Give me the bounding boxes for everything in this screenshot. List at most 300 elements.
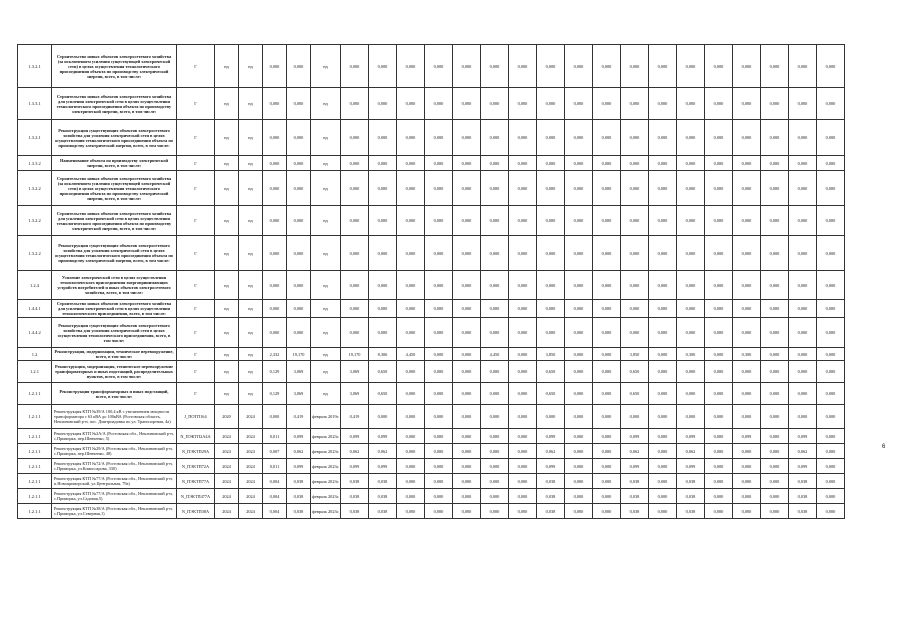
row-identifier-cell: Г xyxy=(177,300,215,318)
value-cell: 0,000 xyxy=(705,429,733,444)
value-cell: 0,000 xyxy=(649,383,677,405)
value-cell: 0,000 xyxy=(369,236,397,271)
value-cell: 0,000 xyxy=(817,156,845,171)
value-cell: 0,000 xyxy=(341,120,369,156)
table-row xyxy=(18,45,845,88)
value-cell: 0,000 xyxy=(453,444,481,459)
end-year-cell: нд xyxy=(239,45,263,88)
value-cell: 0,000 xyxy=(425,489,453,504)
value-cell: 0,000 xyxy=(621,156,649,171)
value-cell: 0,000 xyxy=(761,156,789,171)
value-cell: 0,038 xyxy=(287,504,311,519)
date-cell: нд xyxy=(311,271,341,300)
value-cell: 0,000 xyxy=(705,120,733,156)
value-cell: 0,000 xyxy=(593,405,621,429)
start-year-cell: 2024 xyxy=(215,429,239,444)
row-description-cell: Реконструкция КТП №38/А (Ростовская обл., Неклиновский р-н, с.Приморка, ул.Северная,1) xyxy=(52,504,177,519)
value-cell: 0,099 xyxy=(621,429,649,444)
row-description-cell: Реконструкция существующих объектов электросетевого хозяйства для усиления электрической сети в целях осуществления технологического присоединения, всего, в том числе: xyxy=(52,318,177,348)
value-cell: 19,170 xyxy=(341,348,369,361)
value-cell: 0,000 xyxy=(677,236,705,271)
row-code-cell: 1.3.3.2 xyxy=(18,156,52,171)
table-row xyxy=(18,318,845,348)
value-cell: 0,000 xyxy=(565,489,593,504)
value-cell: 0,000 xyxy=(481,444,509,459)
value-cell: 0,000 xyxy=(677,318,705,348)
value-cell: 0,300 xyxy=(677,348,705,361)
end-year-cell: нд xyxy=(239,300,263,318)
value-cell: 0,000 xyxy=(287,88,311,120)
row-identifier-cell: N_ПЭКТП2А4А xyxy=(177,429,215,444)
value-cell: 0,000 xyxy=(817,120,845,156)
value-cell: 0,099 xyxy=(677,429,705,444)
value-cell: 0,000 xyxy=(341,271,369,300)
value-cell: 0,000 xyxy=(263,88,287,120)
start-year-cell: нд xyxy=(215,300,239,318)
value-cell: 0,038 xyxy=(621,474,649,489)
table-row xyxy=(18,236,845,271)
value-cell: 0,000 xyxy=(509,171,537,206)
end-year-cell: нд xyxy=(239,383,263,405)
value-cell: 0,000 xyxy=(287,156,311,171)
value-cell: 0,000 xyxy=(733,405,761,429)
row-description-cell: Реконструкция КТП №29/А (Ростовская обл., Неклиновский р-н, с.Приморка, пер.Шевченко, 48) xyxy=(52,444,177,459)
value-cell: 0,000 xyxy=(509,348,537,361)
value-cell: 0,000 xyxy=(453,429,481,444)
value-cell: 0,000 xyxy=(397,504,425,519)
value-cell: 0,000 xyxy=(649,120,677,156)
value-cell: 0,000 xyxy=(649,459,677,474)
row-description-cell: Реконструкция КТП №39/А 100,4 кВ с увеличением мощности трансформатора с 63 кВА до 100кВА (Ростовская область, Неклиновский р-н, пос. Дмитриадовка по ул. Транспортная, 4а) xyxy=(52,405,177,429)
value-cell: 0,007 xyxy=(263,444,287,459)
value-cell: 0,000 xyxy=(733,383,761,405)
value-cell: 0,000 xyxy=(369,88,397,120)
value-cell: 0,062 xyxy=(789,444,817,459)
date-cell: нд xyxy=(311,88,341,120)
value-cell: 0,000 xyxy=(509,405,537,429)
value-cell: 0,000 xyxy=(481,206,509,236)
value-cell: 4,450 xyxy=(481,348,509,361)
date-cell: нд xyxy=(311,156,341,171)
row-code-cell: 1.2.1.1 xyxy=(18,459,52,474)
value-cell: 0,000 xyxy=(397,405,425,429)
value-cell: 0,419 xyxy=(287,405,311,429)
value-cell: 0,000 xyxy=(481,383,509,405)
value-cell: 0,000 xyxy=(705,504,733,519)
row-code-cell: 1.2.1.1 xyxy=(18,405,52,429)
value-cell: 0,000 xyxy=(761,120,789,156)
date-cell: нд xyxy=(311,45,341,88)
end-year-cell: 2024 xyxy=(239,429,263,444)
value-cell: 0,000 xyxy=(397,459,425,474)
value-cell: 0,038 xyxy=(677,474,705,489)
end-year-cell: нд xyxy=(239,88,263,120)
value-cell: 0,000 xyxy=(789,348,817,361)
value-cell: 0,000 xyxy=(397,171,425,206)
value-cell: 0,000 xyxy=(565,120,593,156)
value-cell: 0,000 xyxy=(649,489,677,504)
row-identifier-cell: Г xyxy=(177,236,215,271)
value-cell: 0,038 xyxy=(341,489,369,504)
value-cell: 0,000 xyxy=(565,88,593,120)
value-cell: 0,000 xyxy=(481,45,509,88)
row-identifier-cell: N_ПЭКТП77А xyxy=(177,474,215,489)
end-year-cell: 2024 xyxy=(239,405,263,429)
value-cell: 0,000 xyxy=(677,206,705,236)
value-cell: 0,099 xyxy=(621,459,649,474)
value-cell: 0,038 xyxy=(677,489,705,504)
value-cell: 0,000 xyxy=(565,206,593,236)
value-cell: 0,000 xyxy=(425,383,453,405)
value-cell: 0,000 xyxy=(369,405,397,429)
value-cell: 0,000 xyxy=(537,206,565,236)
end-year-cell: нд xyxy=(239,171,263,206)
value-cell: 0,000 xyxy=(565,45,593,88)
row-description-cell: Реконструкция существующих объектов электросетевого хозяйства для усиления электрической сети в целях осуществления технологического присоединения объекта по производству электрической энергии, всего, в том числе: xyxy=(52,236,177,271)
value-cell: 0,000 xyxy=(509,45,537,88)
value-cell: 0,000 xyxy=(817,45,845,88)
table-row xyxy=(18,474,845,489)
investment-program-table xyxy=(17,44,845,519)
value-cell: 0,000 xyxy=(263,156,287,171)
value-cell: 0,000 xyxy=(733,474,761,489)
report-table-sheet xyxy=(17,44,841,519)
value-cell: 0,000 xyxy=(789,383,817,405)
value-cell: 0,000 xyxy=(677,383,705,405)
value-cell: 0,000 xyxy=(593,156,621,171)
date-cell: нд xyxy=(311,383,341,405)
value-cell: 0,000 xyxy=(263,405,287,429)
end-year-cell: нд xyxy=(239,236,263,271)
value-cell: 0,000 xyxy=(341,236,369,271)
value-cell: 0,000 xyxy=(621,120,649,156)
start-year-cell: нд xyxy=(215,348,239,361)
value-cell: 0,000 xyxy=(705,474,733,489)
value-cell: 0,000 xyxy=(621,236,649,271)
value-cell: 0,038 xyxy=(341,504,369,519)
value-cell: 0,000 xyxy=(621,171,649,206)
row-identifier-cell: Г xyxy=(177,120,215,156)
value-cell: 0,000 xyxy=(705,271,733,300)
value-cell: 0,000 xyxy=(705,318,733,348)
value-cell: 0,038 xyxy=(287,474,311,489)
value-cell: 0,000 xyxy=(677,271,705,300)
value-cell: 0,062 xyxy=(287,444,311,459)
value-cell: 0,000 xyxy=(565,361,593,383)
value-cell: 0,000 xyxy=(621,405,649,429)
value-cell: 0,000 xyxy=(341,45,369,88)
row-code-cell: 1.2.4 xyxy=(18,271,52,300)
value-cell: 0,000 xyxy=(789,156,817,171)
value-cell: 0,000 xyxy=(481,489,509,504)
value-cell: 0,000 xyxy=(817,429,845,444)
value-cell: 0,000 xyxy=(649,361,677,383)
end-year-cell: нд xyxy=(239,120,263,156)
row-identifier-cell: Г xyxy=(177,271,215,300)
value-cell: 0,000 xyxy=(593,88,621,120)
row-description-cell: Реконструкция КТП №2А/А (Ростовская обл., Неклиновский р-н, с.Приморка, пер.Шевченко, 5) xyxy=(52,429,177,444)
start-year-cell: 2024 xyxy=(215,489,239,504)
value-cell: 0,000 xyxy=(789,120,817,156)
row-identifier-cell: N_ПЭКТП477А xyxy=(177,489,215,504)
end-year-cell: нд xyxy=(239,206,263,236)
value-cell: 0,000 xyxy=(817,459,845,474)
date-cell: февраль 2019г. xyxy=(311,405,341,429)
value-cell: 0,000 xyxy=(593,504,621,519)
value-cell: 0,000 xyxy=(369,318,397,348)
value-cell: 0,000 xyxy=(425,206,453,236)
value-cell: 0,038 xyxy=(369,474,397,489)
value-cell: 0,000 xyxy=(565,444,593,459)
value-cell: 0,000 xyxy=(649,45,677,88)
value-cell: 0,000 xyxy=(397,489,425,504)
table-row xyxy=(18,405,845,429)
table-row xyxy=(18,171,845,206)
value-cell: 0,000 xyxy=(509,489,537,504)
value-cell: 0,038 xyxy=(287,489,311,504)
value-cell: 0,000 xyxy=(761,171,789,206)
end-year-cell: нд xyxy=(239,361,263,383)
value-cell: 0,000 xyxy=(341,300,369,318)
row-description-cell: Строительство новых объектов электросетевого хозяйства (за исключением усиления существующей электрической сети) в целях осуществления технологического присоединения объекта по производству электрической энергии, всего, в том числе: xyxy=(52,45,177,88)
table-row xyxy=(18,271,845,300)
value-cell: 0,000 xyxy=(733,361,761,383)
end-year-cell: нд xyxy=(239,348,263,361)
value-cell: 0,650 xyxy=(369,383,397,405)
value-cell: 0,000 xyxy=(593,348,621,361)
value-cell: 0,000 xyxy=(509,429,537,444)
value-cell: 0,000 xyxy=(817,300,845,318)
value-cell: 0,038 xyxy=(537,474,565,489)
end-year-cell: 2024 xyxy=(239,504,263,519)
value-cell: 0,000 xyxy=(817,318,845,348)
value-cell: 0,000 xyxy=(341,88,369,120)
row-code-cell: 1.2.1.1 xyxy=(18,489,52,504)
start-year-cell: нд xyxy=(215,156,239,171)
value-cell: 0,000 xyxy=(593,236,621,271)
value-cell: 0,000 xyxy=(705,206,733,236)
end-year-cell: 2024 xyxy=(239,474,263,489)
value-cell: 0,000 xyxy=(761,361,789,383)
value-cell: 0,000 xyxy=(817,271,845,300)
date-cell: февраль 2023г. xyxy=(311,429,341,444)
value-cell: 0,062 xyxy=(341,444,369,459)
value-cell: 0,000 xyxy=(593,459,621,474)
value-cell: 0,000 xyxy=(565,271,593,300)
value-cell: 0,011 xyxy=(263,459,287,474)
row-identifier-cell: Г xyxy=(177,348,215,361)
value-cell: 0,000 xyxy=(621,88,649,120)
start-year-cell: нд xyxy=(215,361,239,383)
row-code-cell: 1.3.2.1 xyxy=(18,120,52,156)
value-cell: 0,000 xyxy=(537,120,565,156)
value-cell: 0,000 xyxy=(761,348,789,361)
value-cell: 0,000 xyxy=(761,489,789,504)
value-cell: 0,000 xyxy=(481,405,509,429)
value-cell: 0,000 xyxy=(425,348,453,361)
start-year-cell: нд xyxy=(215,383,239,405)
value-cell: 0,000 xyxy=(369,171,397,206)
value-cell: 0,000 xyxy=(593,429,621,444)
value-cell: 0,000 xyxy=(509,318,537,348)
value-cell: 0,000 xyxy=(649,206,677,236)
value-cell: 0,000 xyxy=(649,271,677,300)
value-cell: 0,000 xyxy=(817,206,845,236)
start-year-cell: нд xyxy=(215,120,239,156)
row-identifier-cell: Г xyxy=(177,206,215,236)
end-year-cell: нд xyxy=(239,156,263,171)
row-description-cell: Строительство новых объектов электросетевого хозяйства для усиления электрической сети в целях осуществления технологического присоединения объекта по производству электрической энергии, всего, в том числе: xyxy=(52,206,177,236)
value-cell: 0,000 xyxy=(649,474,677,489)
value-cell: 0,000 xyxy=(565,348,593,361)
table-row xyxy=(18,489,845,504)
value-cell: 0,000 xyxy=(397,120,425,156)
value-cell: 0,038 xyxy=(621,489,649,504)
value-cell: 0,062 xyxy=(677,444,705,459)
value-cell: 0,000 xyxy=(733,206,761,236)
value-cell: 0,000 xyxy=(817,171,845,206)
value-cell: 0,000 xyxy=(537,271,565,300)
value-cell: 0,000 xyxy=(705,45,733,88)
value-cell: 0,000 xyxy=(481,88,509,120)
row-description-cell: Реконструкция, модернизация, техническое перевооружение, всего, в том числе: xyxy=(52,348,177,361)
value-cell: 19,170 xyxy=(287,348,311,361)
value-cell: 8,306 xyxy=(369,348,397,361)
value-cell: 0,099 xyxy=(733,429,761,444)
start-year-cell: 2020 xyxy=(215,405,239,429)
value-cell: 0,000 xyxy=(481,474,509,489)
value-cell: 0,129 xyxy=(263,361,287,383)
table-row xyxy=(18,444,845,459)
value-cell: 0,000 xyxy=(287,271,311,300)
value-cell: 0,038 xyxy=(369,504,397,519)
value-cell: 0,099 xyxy=(369,459,397,474)
value-cell: 0,000 xyxy=(565,300,593,318)
date-cell: нд xyxy=(311,361,341,383)
value-cell: 0,000 xyxy=(593,474,621,489)
value-cell: 0,000 xyxy=(425,171,453,206)
row-code-cell: 1.3.3.1 xyxy=(18,88,52,120)
row-code-cell: 1.2.1.1 xyxy=(18,429,52,444)
value-cell: 0,000 xyxy=(425,429,453,444)
value-cell: 0,000 xyxy=(761,459,789,474)
value-cell: 0,000 xyxy=(453,489,481,504)
row-description-cell: Реконструкция существующих объектов электросетевого хозяйства для усиления электрической сети в целях осуществления технологического присоединения объекта по производству электрической энергии, всего, в том числе: xyxy=(52,120,177,156)
value-cell: 0,099 xyxy=(537,459,565,474)
row-identifier-cell: Г xyxy=(177,318,215,348)
value-cell: 0,000 xyxy=(649,405,677,429)
value-cell: 0,000 xyxy=(481,361,509,383)
value-cell: 0,000 xyxy=(397,383,425,405)
value-cell: 0,000 xyxy=(509,444,537,459)
value-cell: 0,000 xyxy=(453,361,481,383)
value-cell: 0,000 xyxy=(705,236,733,271)
value-cell: 0,000 xyxy=(817,88,845,120)
value-cell: 0,650 xyxy=(537,383,565,405)
value-cell: 0,000 xyxy=(481,120,509,156)
value-cell: 2,332 xyxy=(263,348,287,361)
value-cell: 0,000 xyxy=(761,474,789,489)
value-cell: 0,000 xyxy=(453,459,481,474)
value-cell: 0,000 xyxy=(481,318,509,348)
start-year-cell: нд xyxy=(215,171,239,206)
value-cell: 0,000 xyxy=(453,348,481,361)
value-cell: 0,038 xyxy=(789,474,817,489)
value-cell: 0,000 xyxy=(425,318,453,348)
value-cell: 0,000 xyxy=(649,348,677,361)
value-cell: 0,062 xyxy=(621,444,649,459)
value-cell: 0,000 xyxy=(593,300,621,318)
value-cell: 0,000 xyxy=(453,383,481,405)
value-cell: 0,000 xyxy=(733,236,761,271)
value-cell: 0,000 xyxy=(397,236,425,271)
row-code-cell: 1.2.1.1 xyxy=(18,504,52,519)
value-cell: 0,000 xyxy=(369,271,397,300)
start-year-cell: 2024 xyxy=(215,444,239,459)
value-cell: 0,000 xyxy=(761,206,789,236)
value-cell: 0,000 xyxy=(481,236,509,271)
end-year-cell: 2024 xyxy=(239,444,263,459)
value-cell: 0,000 xyxy=(761,405,789,429)
value-cell: 0,000 xyxy=(705,444,733,459)
value-cell: 0,000 xyxy=(263,271,287,300)
value-cell: 0,000 xyxy=(287,171,311,206)
value-cell: 0,000 xyxy=(425,300,453,318)
value-cell: 0,000 xyxy=(397,300,425,318)
value-cell: 3,069 xyxy=(287,383,311,405)
value-cell: 0,000 xyxy=(509,459,537,474)
value-cell: 0,000 xyxy=(705,88,733,120)
value-cell: 0,099 xyxy=(287,429,311,444)
value-cell: 0,000 xyxy=(425,156,453,171)
value-cell: 0,000 xyxy=(649,504,677,519)
value-cell: 0,000 xyxy=(537,88,565,120)
start-year-cell: 2024 xyxy=(215,504,239,519)
value-cell: 0,000 xyxy=(621,318,649,348)
value-cell: 0,000 xyxy=(593,206,621,236)
value-cell: 0,000 xyxy=(677,88,705,120)
value-cell: 0,000 xyxy=(761,444,789,459)
value-cell: 0,000 xyxy=(677,361,705,383)
value-cell: 0,000 xyxy=(537,156,565,171)
date-cell: нд xyxy=(311,318,341,348)
value-cell: 0,000 xyxy=(453,45,481,88)
value-cell: 0,000 xyxy=(593,171,621,206)
value-cell: 0,000 xyxy=(453,236,481,271)
value-cell: 0,000 xyxy=(565,405,593,429)
row-code-cell: 1.3.2.1 xyxy=(18,45,52,88)
value-cell: 0,099 xyxy=(369,429,397,444)
start-year-cell: 2024 xyxy=(215,474,239,489)
value-cell: 0,000 xyxy=(817,348,845,361)
value-cell: 0,004 xyxy=(263,489,287,504)
value-cell: 0,000 xyxy=(761,45,789,88)
value-cell: 0,000 xyxy=(369,156,397,171)
value-cell: 0,000 xyxy=(649,156,677,171)
value-cell: 0,000 xyxy=(733,489,761,504)
value-cell: 0,000 xyxy=(649,300,677,318)
value-cell: 0,000 xyxy=(509,300,537,318)
value-cell: 0,000 xyxy=(621,300,649,318)
value-cell: 0,000 xyxy=(593,45,621,88)
table-row xyxy=(18,88,845,120)
table-body xyxy=(18,45,845,519)
value-cell: 0,000 xyxy=(369,120,397,156)
start-year-cell: нд xyxy=(215,271,239,300)
row-code-cell: 1.2.1.1 xyxy=(18,474,52,489)
value-cell: 0,000 xyxy=(705,489,733,504)
value-cell: 0,000 xyxy=(733,459,761,474)
